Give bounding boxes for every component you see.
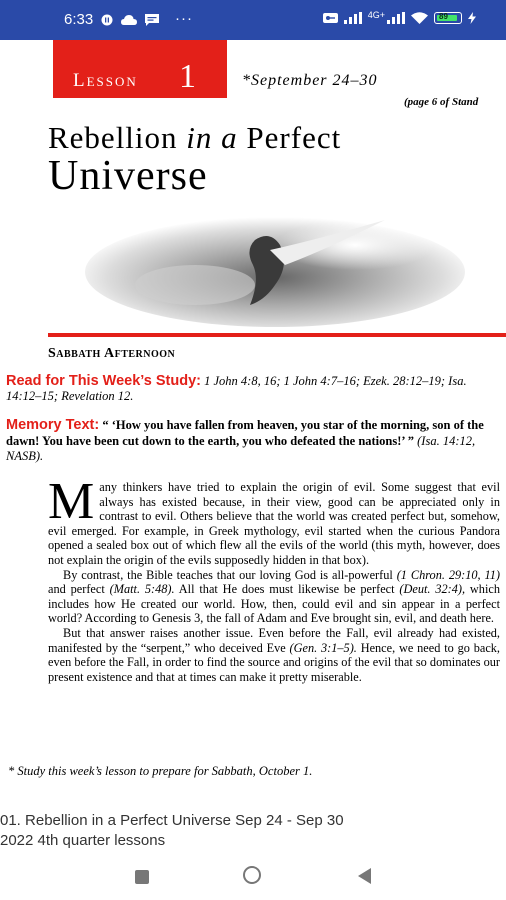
vpn-key-icon: [323, 12, 338, 24]
lesson-info-title: 01. Rebellion in a Perfect Universe Sep 24 - Sep 30: [0, 812, 344, 829]
paragraph-1: Many thinkers have tried to explain the origin of evil. Some suggest that evil always has existed because, in their view, good can be appreciated only in contrast to evil. Others believe that the world was created perfect but, somehow, evil emerged. For example, in Greek mythology, evil started when the curious Pandora opened a sealed box out of which flew all the evils of the world (this myth, however, does not explain the origin of the evils supposedly hidden in that box).: [48, 473, 500, 567]
lesson-word: Lesson: [73, 70, 138, 91]
read-label: Read for This Week’s Study:: [6, 373, 201, 389]
red-divider: [48, 333, 506, 337]
pause-circle-icon: [101, 14, 113, 26]
recents-button[interactable]: [135, 870, 149, 884]
navigation-bar: [0, 850, 506, 900]
lesson-title-line2: Universe: [48, 153, 208, 199]
read-for-study: [6, 374, 500, 404]
lesson-info-quarter: 2022 4th quarter lessons: [0, 832, 166, 849]
signal-icon: [344, 12, 362, 24]
message-icon: [145, 14, 159, 26]
drop-cap: M: [48, 473, 95, 530]
lesson-badge: [53, 40, 227, 98]
memory-text: [6, 418, 500, 465]
memory-verse: “ ‘How you have fallen from heaven, you star of the morning, son of the dawn! You have been cut down to the earth, you who defeated the nations!’ ”: [6, 418, 484, 448]
lesson-number: 1: [179, 58, 196, 95]
cloud-icon: [121, 14, 137, 26]
charging-bolt-icon: [468, 12, 476, 24]
signal-icon-2: [387, 12, 405, 24]
status-bar: [0, 0, 506, 40]
memory-label: Memory Text:: [6, 417, 100, 433]
paragraph-2: By contrast, the Bible teaches that our loving God is all-powerful (1 Chron. 29:10, 11) and perfect (Matt. 5:48). All that He does must likewise be perfect (Deut. 32:4), which includes how He created our world. How, then, could evil and sin appear in a perfect world? According to Genesis 3, the fall of Adam and Eve brought sin, evil, and death here.: [48, 567, 500, 626]
status-time: 6:33: [64, 11, 94, 28]
home-button[interactable]: [243, 866, 261, 884]
battery-level: 89: [439, 12, 448, 21]
fallen-star-illustration: [85, 210, 465, 330]
wifi-icon: [411, 12, 428, 24]
read-references: 1 John 4:8, 16; 1 John 4:7–16; Ezek. 28:12–19; Isa. 14:12–15; Revelation 12.: [6, 374, 467, 403]
lesson-body: [48, 473, 500, 684]
memory-source: (Isa. 14:12, NASB).: [6, 433, 476, 463]
back-button[interactable]: [358, 868, 371, 884]
more-notifications: ···: [175, 10, 193, 27]
lesson-date: *September 24–30: [242, 72, 378, 89]
page-reference: (page 6 of Stand: [404, 96, 479, 108]
paragraph-3: But that answer raises another issue. Even before the Fall, evil already had existed, manifested by the “serpent,” who deceived Eve (Gen. 3:1–5). Hence, we need to go back, even before the Fall, in order to find the source and origins of the evil that so dominates our present existence and that at times can make it pretty miserable.: [48, 625, 500, 684]
lesson-title-line1: Rebellion in a Perfect: [48, 120, 342, 155]
network-type: 4G+: [367, 10, 385, 20]
footnote: * Study this week’s lesson to prepare for Sabbath, October 1.: [8, 764, 313, 778]
battery-icon: [434, 12, 462, 24]
lesson-page[interactable]: [0, 40, 506, 810]
sabbath-afternoon-heading: Sabbath Afternoon: [48, 346, 176, 361]
